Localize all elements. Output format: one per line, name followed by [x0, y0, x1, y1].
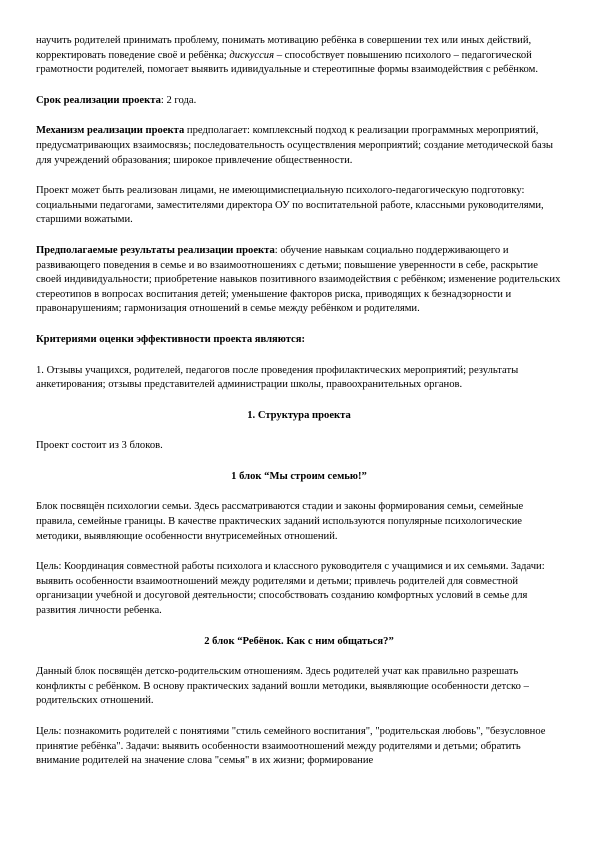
term-value: : 2 года. — [160, 94, 197, 106]
paragraph-term — [36, 94, 562, 109]
italic-term-discussion: дискуссия — [229, 49, 275, 61]
block2-description: Данный блок посвящён детско-родительским отношениям. Здесь родителей учат как правильно разрешать конфликты с ребёнком. В основу практических заданий вошли методики, выявляющие особенности детско – родительских отношений. — [36, 666, 529, 707]
term-label: Срок реализации проекта — [36, 94, 161, 106]
results-text: : обучение навыкам социально поддерживающего и развивающего поведения в семье и во взаимоотношениях с детьми; повышение уверенности в себе, раскрытие своей индивидуальности; приобретение навыков позитивного взаимодействия с ребёнком; изменение родительских стереотипов в вопросах воспитания детей; уменьшение факторов риска, приводящих к безнадзорности и правонарушениям; гармонизация отношений в семье между ребёнком и родителями. — [36, 244, 561, 315]
blocks-count: Проект состоит из 3 блоков. — [36, 440, 163, 452]
paragraph-mechanism — [36, 124, 562, 168]
mechanism-text: предполагает: комплексный подход к реализации программных мероприятий, предусматривающих взаимосвязь; последовательность осуществления мероприятий; создание методической базы для учреждений образования; широкое привлечение общественности. — [36, 125, 554, 166]
results-label: Предполагаемые результаты реализации проекта — [36, 244, 275, 256]
paragraph-realize: Проект может быть реализован лицами, не имеющимиспециальную психолого-педагогическую подготовку: социальными педагогами, заместителями директора ОУ по воспитательной работе, классными руководителями, старшими вожатыми. — [36, 185, 544, 226]
block1-heading: 1 блок “Мы строим семью!” — [231, 470, 367, 482]
paragraph-intro — [36, 34, 562, 78]
document-body — [36, 34, 562, 785]
paragraph-intro-text-a: научить родителей принимать проблему, понимать мотивацию ребёнка в совершении тех или иных действий, корректировать поведение своё и ребёнка; — [36, 35, 532, 61]
block2-heading: 2 блок “Ребёнок. Как с ним общаться?” — [204, 635, 394, 647]
block1-goal: Цель: Координация совместной работы психолога и классного руководителя с учащимися и их семьями. Задачи: выявить особенности взаимоотношений между родителями и детьми; привлечь родителей для совместной организации учебной и досуговой деятельности; способствовать созданию комфортных условий в семье для развития личности ребенка. — [36, 561, 545, 617]
criteria-item-1: 1. Отзывы учащихся, родителей, педагогов после проведения профилактических мероприятий; результаты анкетирования; отзывы представителей администрации школы, правоохранительных органов. — [36, 364, 519, 391]
block1-description: Блок посвящён психологии семьи. Здесь рассматриваются стадии и законы формирования семьи, семейные правила, семейные границы. В качестве практических заданий используются популярные психологические методики, выявляющие особенности внутрисемейных отношений. — [36, 501, 524, 542]
structure-heading: 1. Структура проекта — [247, 409, 351, 421]
criteria-heading: Критериями оценки эффективности проекта являются: — [36, 333, 306, 345]
block2-goal: Цель: познакомить родителей с понятиями "стиль семейного воспитания", "родительская любовь", "безусловное принятие ребёнка". Задачи: выявить особенности взаимоотношений между родителями и детьми; обратить внимание родителей на значение слова "семья" в их жизни; формирование — [36, 726, 546, 767]
mechanism-label: Механизм реализации проекта — [36, 125, 185, 137]
paragraph-results — [36, 244, 562, 317]
paragraph-intro-text-b: – способствует повышению психолого – педагогической грамотности родителей, помогает выявить идивидуальные и стереотипные формы взаимодействия с ребёнком. — [36, 49, 538, 76]
